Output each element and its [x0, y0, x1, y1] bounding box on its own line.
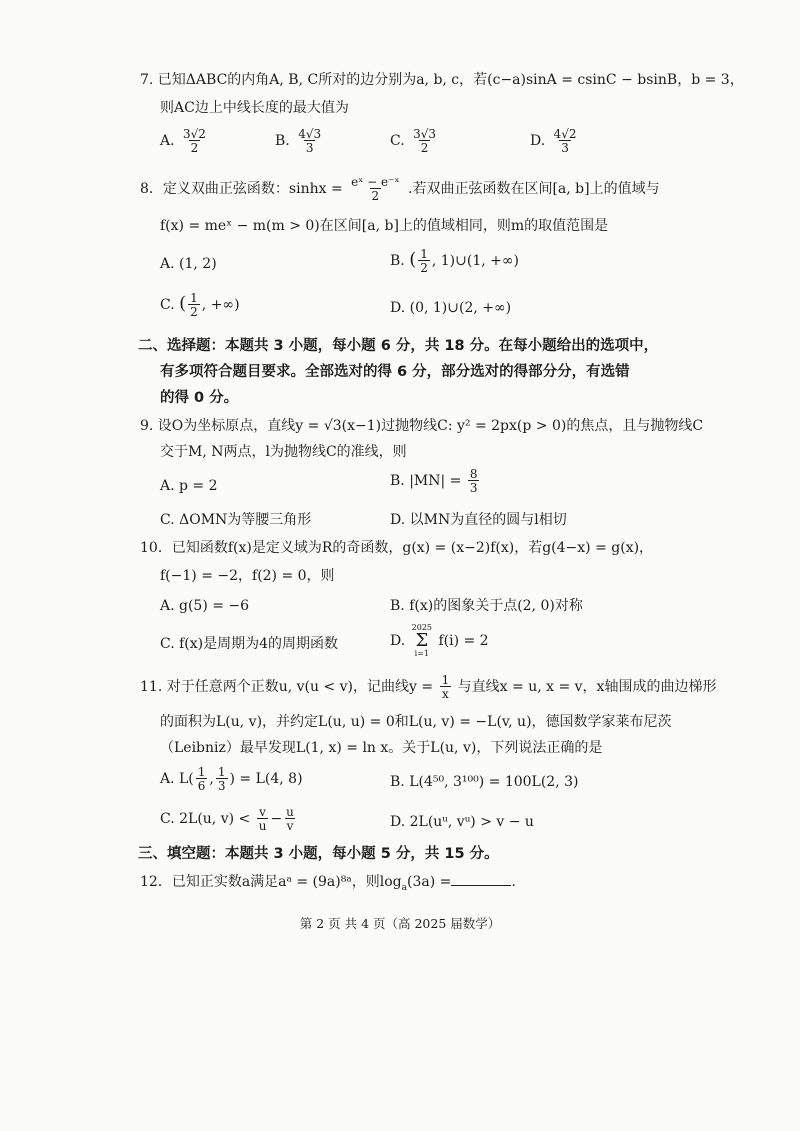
q7-stem-line1: 7. 已知ΔABC的内角A, B, C所对的边分别为a, b, c，若(c−a)sinA = csinC − bsinB，b = 3，: [140, 72, 744, 88]
q10-option-b: B. f(x)的图象关于点(2, 0)对称: [390, 598, 583, 614]
section2-heading-line3: 的得 0 分。: [160, 390, 239, 406]
q8-stem-line1: 8．定义双曲正弦函数：sinhx = $\frac{\text{eˣ − e⁻ˣ}}{2}$ .若双曲正弦函数在区间[a, b]上的值域与: [140, 175, 660, 203]
q9-option-d: D. 以MN为直径的圆与l相切: [390, 512, 567, 528]
q11-stem-line1: 11. 对于任意两个正数u, v(u < v)，记曲线y = $\frac{1}{x}$ 与直线x = u, x = v，x轴围成的曲边梯形: [140, 673, 717, 701]
q7-stem-line2: 则AC边上中线长度的最大值为: [160, 100, 349, 116]
section2-heading-line1: 二、选择题：本题共 3 小题，每小题 6 分，共 18 分。在每小题给出的选项中，: [138, 338, 659, 354]
page-footer: 第 2 页 共 4 页（高 2025 届数学）: [299, 916, 501, 931]
section3-heading: 三、填空题：本题共 3 小题，每小题 5 分，共 15 分。: [138, 846, 499, 862]
q11-option-d: D. 2L(uᵘ, vᵘ) > v − u: [390, 814, 534, 830]
q8-option-a: A. (1, 2): [160, 256, 217, 272]
q8-option-c: C. ( $\frac{1}{2}$ , +∞): [160, 291, 240, 319]
q7-option-c: C. $\frac{3√3}{2}$: [390, 127, 437, 155]
q7-option-a: A. $\frac{3√2}{2}$: [160, 127, 206, 155]
section2-heading-line2: 有多项符合题目要求。全部选对的得 6 分，部分选对的得部分分，有选错: [160, 364, 630, 380]
q8-option-d: D. (0, 1)∪(2, +∞): [390, 300, 512, 316]
q7-option-d: D. $\frac{4√2}{3}$: [530, 127, 577, 155]
q11-option-a: A. L( $\frac{1}{6}$ , $\frac{1}{3}$ ) = L(4, 8): [160, 765, 303, 793]
q10-option-c: C. f(x)是周期为4的周期函数: [160, 636, 339, 652]
q10-option-a: A. g(5) = −6: [160, 598, 250, 614]
q7-option-b: B. $\frac{4√3}{3}$: [275, 127, 322, 155]
q8-option-b: B. ( $\frac{1}{2}$ , 1)∪(1, +∞): [390, 247, 519, 275]
q12-answer-blank[interactable]: [451, 873, 511, 886]
q9-option-c: C. ΔOMN为等腰三角形: [160, 512, 312, 528]
q10-stem-line2: f(−1) = −2，f(2) = 0，则: [160, 568, 335, 584]
q10-stem-line1: 10．已知函数f(x)是定义域为R的奇函数，g(x) = (x−2)f(x)，若g(4−x) = g(x)，: [140, 540, 654, 556]
q9-option-b: B. |MN| = $\frac{8}{3}$: [390, 467, 478, 495]
q11-stem-line2: 的面积为L(u, v)，并约定L(u, u) = 0和L(u, v) = −L(v, u)，德国数学家莱布尼茨: [160, 714, 672, 730]
q11-option-c: C. 2L(u, v) < $\frac{v}{u}$ − $\frac{u}{v}$: [160, 805, 294, 833]
q8-stem-line2: f(x) = meˣ − m(m > 0)在区间[a, b]上的值域相同，则m的取值范围是: [160, 218, 609, 234]
q10-option-d: D. 2025 Σ i=1 f(i) = 2: [390, 623, 489, 658]
q9-stem-line1: 9. 设O为坐标原点，直线y = √3(x−1)过抛物线C: y² = 2px(p > 0)的焦点，且与抛物线C: [140, 418, 704, 434]
q11-option-b: B. L(4⁵⁰, 3¹⁰⁰) = 100L(2, 3): [390, 774, 579, 790]
q12-stem: 12．已知正实数a满足aᵃ = (9a)⁸ᵃ，则$\log_a(3a)$ = .: [140, 874, 516, 893]
q9-stem-line2: 交于M, N两点，l为抛物线C的准线，则: [160, 444, 407, 460]
q11-stem-line3: （Leibniz）最早发现L(1, x) = ln x。关于L(u, v)，下列说法正确的是: [160, 740, 603, 756]
q9-option-a: A. p = 2: [160, 478, 218, 494]
